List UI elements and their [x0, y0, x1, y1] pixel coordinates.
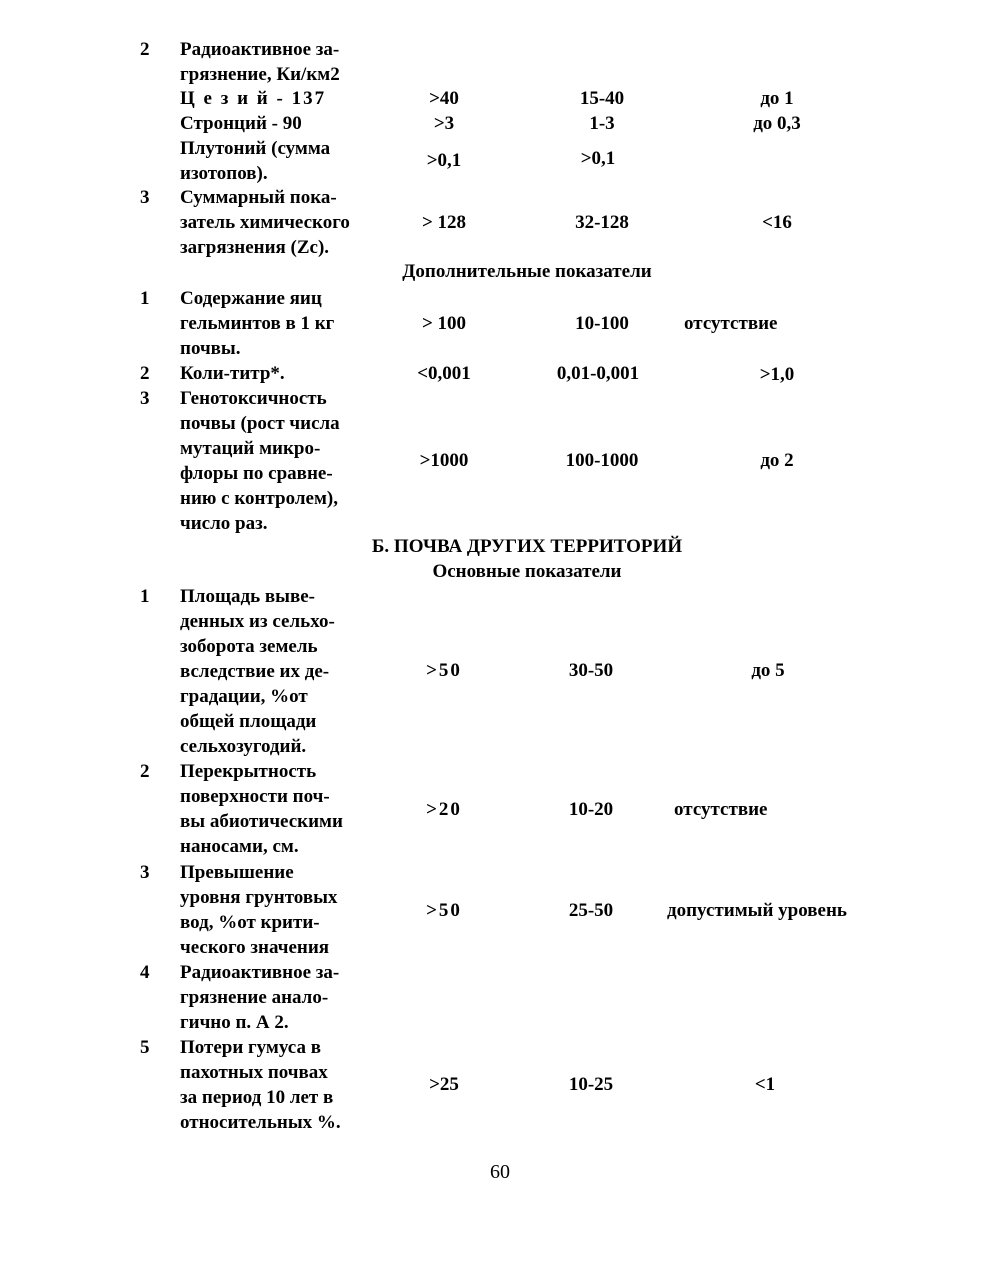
value-normal: допустимый уровень [667, 900, 847, 921]
description-line: за период 10 лет в [180, 1087, 334, 1108]
row-description [180, 37, 370, 87]
value-emergency: 10-25 [568, 1074, 614, 1095]
row-number: 1 [140, 586, 150, 607]
value-normal: <16 [762, 212, 792, 233]
row-number: 3 [140, 187, 150, 208]
value-normal: до 0,3 [753, 113, 801, 134]
description-line: гельминтов в 1 кг [180, 313, 335, 334]
row-description [180, 136, 370, 186]
value-normal: до 2 [760, 450, 794, 471]
value-normal: отсутствие [674, 799, 768, 820]
description-line: общей площади [180, 711, 317, 732]
row-number: 1 [140, 288, 150, 309]
row-number: 2 [140, 761, 150, 782]
description-line: Генотоксичность [180, 388, 327, 409]
row-description [180, 1035, 370, 1135]
row-description [180, 111, 370, 136]
description-line: почвы (рост числа [180, 413, 340, 434]
value-emergency: 100-1000 [565, 450, 639, 471]
value-normal: отсутствие [684, 313, 778, 334]
value-emergency: 10-20 [568, 799, 614, 820]
value-emergency: 30-50 [568, 660, 614, 681]
value-emergency: 32-128 [575, 212, 629, 233]
description-line: зоборота земель [180, 636, 318, 657]
value-critical: <0,001 [417, 363, 471, 384]
description-line: уровня грунтовых [180, 887, 338, 908]
value-critical: >1000 [419, 450, 469, 471]
page-number: 60 [490, 1161, 510, 1183]
value-critical: >20 [426, 799, 462, 820]
value-normal: <1 [754, 1074, 776, 1095]
description-line: пахотных почвах [180, 1062, 328, 1083]
row-number: 3 [140, 862, 150, 883]
description-line: грязнение, Ки/км2 [180, 64, 340, 85]
row-description [180, 960, 370, 1035]
value-critical: >40 [429, 88, 459, 109]
description-line: Коли-титр*. [180, 363, 285, 384]
description-line: наносами, см. [180, 836, 299, 857]
value-normal: до 1 [760, 88, 794, 109]
description-line: Потери гумуса в [180, 1037, 321, 1058]
description-line: Содержание яиц [180, 288, 322, 309]
description-line: почвы. [180, 338, 241, 359]
value-critical: >3 [433, 113, 455, 134]
value-critical: >50 [426, 660, 462, 681]
section-heading-additional: Дополнительные показатели [402, 261, 652, 282]
description-line: вследствие их де- [180, 661, 330, 682]
description-line: грязнение анало- [180, 987, 329, 1008]
row-description [180, 286, 370, 361]
description-line: мутаций микро- [180, 438, 321, 459]
description-line: вы абиотическими [180, 811, 343, 832]
description-line: Радиоактивное за- [180, 962, 340, 983]
row-number: 5 [140, 1037, 150, 1058]
value-critical: >50 [426, 900, 462, 921]
description-line: Стронций - 90 [180, 113, 302, 134]
row-number: 4 [140, 962, 150, 983]
description-line: градации, %от [180, 686, 308, 707]
value-normal: до 5 [751, 660, 785, 681]
description-line: Перекрытность [180, 761, 317, 782]
value-emergency: 1-3 [589, 113, 615, 134]
description-line: изотопов). [180, 163, 268, 184]
row-number: 2 [140, 39, 150, 60]
value-emergency: 15-40 [579, 88, 625, 109]
description-line: Радиоактивное за- [180, 39, 340, 60]
description-line: Суммарный пока- [180, 187, 337, 208]
row-description [180, 759, 370, 859]
row-description [180, 86, 370, 111]
description-line: загрязнения (Zc). [180, 237, 330, 258]
value-critical: >0,1 [426, 150, 462, 171]
description-line: сельхозугодий. [180, 736, 307, 757]
description-line: нию с контролем), [180, 488, 338, 509]
value-normal: >1,0 [759, 364, 795, 385]
row-number: 2 [140, 363, 150, 384]
row-description [180, 185, 370, 260]
row-description [180, 386, 370, 536]
description-line: ческого значения [180, 937, 330, 958]
value-critical: > 100 [421, 313, 467, 334]
value-emergency: 0,01-0,001 [556, 363, 640, 384]
value-critical: >25 [429, 1074, 459, 1095]
value-emergency: 25-50 [568, 900, 614, 921]
row-description [180, 584, 370, 759]
section-heading-main: Основные показатели [432, 561, 622, 582]
description-line: Площадь выве- [180, 586, 316, 607]
row-number: 3 [140, 388, 150, 409]
description-line: Превышение [180, 862, 294, 883]
description-line: Ц е з и й - 137 [180, 88, 327, 109]
value-emergency: >0,1 [580, 148, 616, 169]
value-critical: > 128 [421, 212, 467, 233]
description-line: флоры по сравне- [180, 463, 333, 484]
description-line: Плутоний (сумма [180, 138, 331, 159]
description-line: вод, %от крити- [180, 912, 320, 933]
row-description [180, 361, 370, 386]
value-emergency: 10-100 [575, 313, 629, 334]
description-line: относительных %. [180, 1112, 341, 1133]
section-heading-b: Б. ПОЧВА ДРУГИХ ТЕРРИТОРИЙ [371, 536, 683, 557]
description-line: денных из сельхо- [180, 611, 335, 632]
description-line: гично п. А 2. [180, 1012, 289, 1033]
description-line: число раз. [180, 513, 268, 534]
description-line: затель химического [180, 212, 350, 233]
description-line: поверхности поч- [180, 786, 330, 807]
row-description [180, 860, 370, 960]
